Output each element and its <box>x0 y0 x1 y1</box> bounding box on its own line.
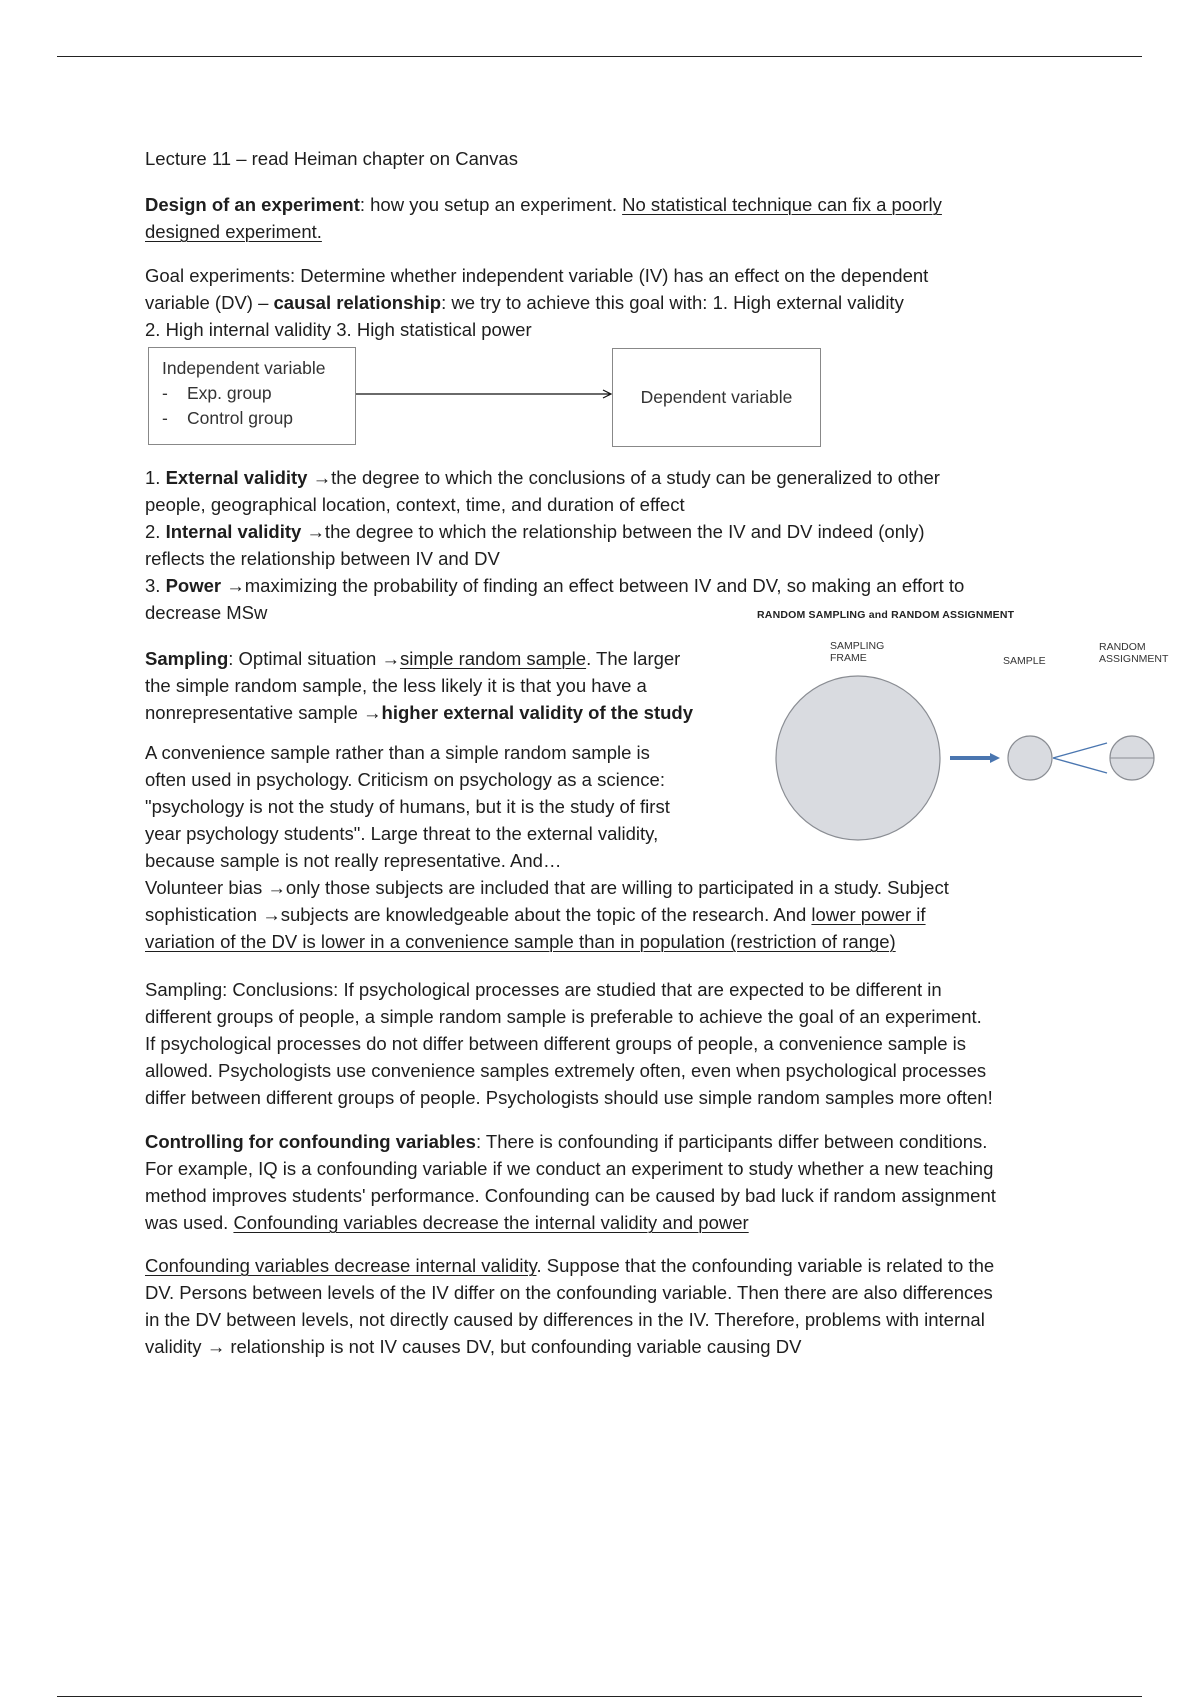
goal-paragraph <box>145 262 928 343</box>
conclusions-paragraph <box>145 976 993 1111</box>
confounding-underline: Confounding variables decrease the internal validity and power <box>233 1212 749 1233</box>
assign-arrow-bottom <box>1053 758 1107 773</box>
internal-validity-paragraph <box>145 1252 994 1360</box>
internal-line-2: DV. Persons between levels of the IV differ on the confounding variable. Then there are also differences <box>145 1282 993 1303</box>
confounding-line-3: method improves students' performance. Confounding can be caused by bad luck if random assignment <box>145 1185 996 1206</box>
convenience-paragraph <box>145 739 949 955</box>
sampling-paragraph <box>145 645 693 726</box>
design-paragraph <box>145 191 942 245</box>
internal-line-4: validity → relationship is not IV causes DV, but confounding variable causing DV <box>145 1336 802 1357</box>
sampling-line-3-pre: nonrepresentative sample <box>145 702 364 723</box>
pow-line-2: decrease MSw <box>145 602 268 623</box>
confounding-term: Controlling for confounding variables <box>145 1131 476 1152</box>
int-line-1: →the degree to which the relationship between the IV and DV indeed (only) <box>301 521 925 542</box>
figure-title: RANDOM SAMPLING and RANDOM ASSIGNMENT <box>757 609 1015 621</box>
iv-to-dv-arrow <box>356 386 614 402</box>
iv-item-control <box>162 406 355 431</box>
goal-line-2-post: : we try to achieve this goal with: 1. High external validity <box>441 292 904 313</box>
label-frame-line-2: FRAME <box>830 652 867 664</box>
convenience-line-4: year psychology students". Large threat to the external validity, <box>145 823 659 844</box>
goal-line-1: Goal experiments: Determine whether independent variable (IV) has an effect on the dependent <box>145 265 929 286</box>
confounding-line-2: For example, IQ is a confounding variable if we conduct an experiment to study whether a new teaching <box>145 1158 994 1179</box>
sampling-term: Sampling <box>145 648 229 669</box>
convenience-line-7-pre: sophistication →subjects are knowledgeable about the topic of the research. And <box>145 904 812 925</box>
conclusions-line-1: Sampling: Conclusions: If psychological processes are studied that are expected to be different in <box>145 979 942 1000</box>
internal-validity-underline: Confounding variables decrease internal validity <box>145 1255 537 1276</box>
sampling-line-2: the simple random sample, the less likely it is that you have a <box>145 675 647 696</box>
ext-line-2: people, geographical location, context, time, and duration of effect <box>145 494 685 515</box>
iv-dash: - <box>162 383 168 403</box>
conclusions-line-5: differ between different groups of people. Psychologists should use simple random samples more often! <box>145 1087 993 1108</box>
conclusions-line-3: If psychological processes do not differ between different groups of people, a convenience sample is <box>145 1033 967 1054</box>
internal-line-1: . Suppose that the confounding variable is related to the <box>536 1255 995 1276</box>
ext-number: 1. <box>145 467 166 488</box>
iv-title: Independent variable <box>162 358 326 378</box>
assign-arrow-top <box>1053 743 1107 758</box>
design-term: Design of an experiment <box>145 194 360 215</box>
sample-circle <box>1008 736 1052 780</box>
confounding-paragraph <box>145 1128 996 1236</box>
conclusions-line-4: allowed. Psychologists use convenience samples extremely often, even when psychological processes <box>145 1060 987 1081</box>
goal-line-2-pre: variable (DV) – <box>145 292 274 313</box>
pow-number: 3. <box>145 575 166 596</box>
convenience-line-3: "psychology is not the study of humans, but it is the study of first <box>145 796 670 817</box>
convenience-line-1: A convenience sample rather than a simple random sample is <box>145 742 650 763</box>
top-rule <box>57 56 1142 57</box>
sampling-line-1-post: . The larger <box>586 648 681 669</box>
pow-line-1: →maximizing the probability of finding an effect between IV and DV, so making an effort to <box>221 575 965 596</box>
frame-to-sample-arrowhead <box>990 753 1000 763</box>
confounding-line-4-pre: was used. <box>145 1212 234 1233</box>
iv-item-exp <box>162 381 355 406</box>
label-frame-line-1: SAMPLING <box>830 640 885 652</box>
int-line-2: reflects the relationship between IV and DV <box>145 548 500 569</box>
conclusions-line-2: different groups of people, a simple random sample is preferable to achieve the goal of an experiment. <box>145 1006 982 1027</box>
bottom-rule <box>57 1696 1142 1697</box>
label-random-assignment <box>1099 641 1168 665</box>
dependent-variable-box <box>612 348 821 447</box>
sampling-line-1-pre: : Optimal situation → <box>228 648 400 669</box>
convenience-line-6: Volunteer bias →only those subjects are included that are willing to participated in a study. Subject <box>145 877 949 898</box>
int-term: Internal validity <box>165 521 302 542</box>
validity-list <box>145 464 964 626</box>
lecture-title <box>145 145 518 172</box>
dv-label: Dependent variable <box>640 387 793 407</box>
design-text: : how you setup an experiment. <box>359 194 623 215</box>
goal-line-3: 2. High internal validity 3. High statistical power <box>145 319 532 340</box>
int-number: 2. <box>145 521 166 542</box>
pow-term: Power <box>165 575 222 596</box>
label-assign-line-2: ASSIGNMENT <box>1099 653 1169 665</box>
iv-item-label: Exp. group <box>187 383 272 403</box>
goal-causal-term: causal relationship <box>273 292 442 313</box>
internal-line-3: in the DV between levels, not directly caused by differences in the IV. Therefore, problems with internal <box>145 1309 985 1330</box>
label-sampling-frame <box>830 640 884 664</box>
label-assign-line-1: RANDOM <box>1099 641 1146 653</box>
iv-item-label: Control group <box>187 408 294 428</box>
lower-power-underline: lower power if <box>811 904 926 925</box>
label-sample: SAMPLE <box>1003 655 1046 667</box>
confounding-line-1: : There is confounding if participants differ between conditions. <box>475 1131 988 1152</box>
independent-variable-box <box>148 347 356 445</box>
ext-term: External validity <box>165 467 308 488</box>
design-underline-1: No statistical technique can fix a poorly <box>622 194 942 215</box>
lecture-title-text: Lecture 11 – read Heiman chapter on Canvas <box>145 148 518 169</box>
restriction-of-range-underline: variation of the DV is lower in a convenience sample than in population (restriction of range) <box>145 931 896 952</box>
sampling-line-3-bold: →higher external validity of the study <box>363 702 694 723</box>
simple-random-sample-underline: simple random sample <box>399 648 587 669</box>
convenience-line-2: often used in psychology. Criticism on psychology as a science: <box>145 769 665 790</box>
design-underline-2: designed experiment. <box>145 221 322 242</box>
ext-line-1: →the degree to which the conclusions of a study can be generalized to other <box>307 467 940 488</box>
iv-dash: - <box>162 408 168 428</box>
convenience-line-5: because sample is not really representative. And… <box>145 850 562 871</box>
